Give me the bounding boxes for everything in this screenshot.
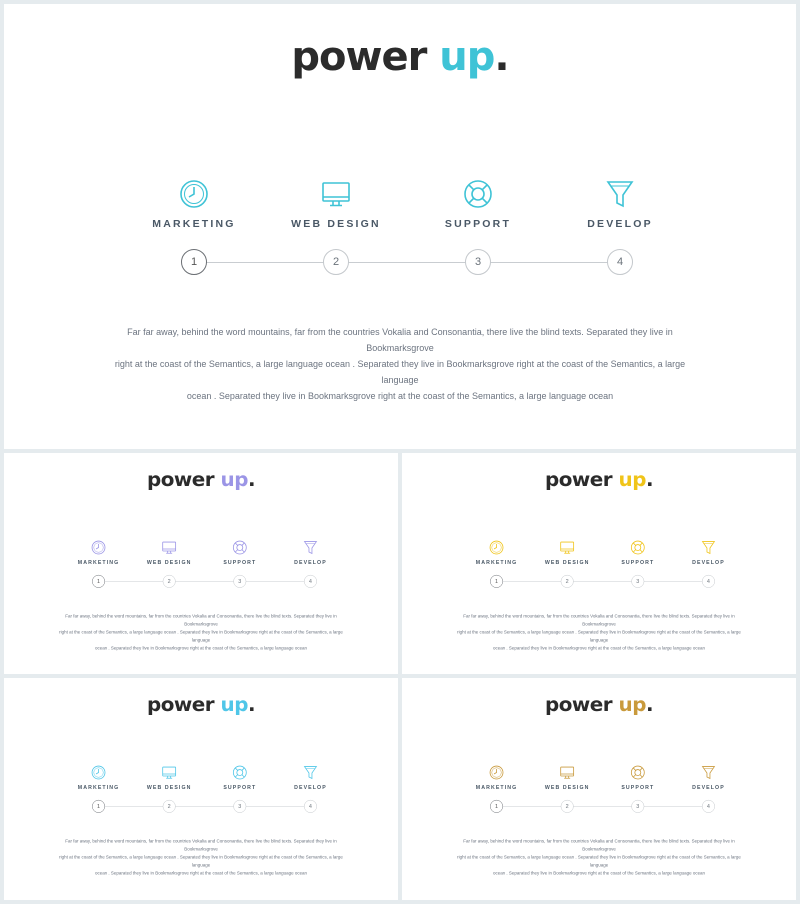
title-dot: . bbox=[494, 34, 509, 80]
step-label: WEB DESIGN bbox=[146, 784, 192, 791]
step-label: WEB DESIGN bbox=[544, 784, 590, 791]
step-web-design bbox=[266, 178, 406, 230]
monitor-icon bbox=[320, 178, 352, 210]
description-line: Far far away, behind the word mountains, far from the countries Vokalia and Consonantia, there live the blind texts. Separated they live in Bookmarksgrove bbox=[65, 838, 337, 852]
step-web-design bbox=[532, 540, 602, 566]
step-label: SUPPORT bbox=[223, 784, 257, 791]
step-support bbox=[603, 765, 673, 791]
step-number-3[interactable]: 3 bbox=[631, 575, 644, 588]
slide-content bbox=[4, 453, 398, 674]
step-number-2[interactable]: 2 bbox=[561, 800, 574, 813]
description-line: ocean . Separated they live in Bookmarksgrove right at the coast of the Semantics, a large language ocean bbox=[94, 645, 308, 651]
step-number-4[interactable]: 4 bbox=[304, 575, 317, 588]
step-label: MARKETING bbox=[475, 784, 518, 791]
slide-content bbox=[4, 4, 796, 449]
lifebuoy-icon bbox=[630, 765, 646, 781]
slide-thumbnail-blue[interactable] bbox=[4, 678, 398, 900]
title-word: power bbox=[544, 692, 613, 716]
step-label: SUPPORT bbox=[223, 559, 257, 566]
title-dot: . bbox=[247, 692, 256, 716]
slide-thumbnail-yellow[interactable] bbox=[402, 453, 796, 674]
clock-icon bbox=[178, 178, 210, 210]
step-support bbox=[603, 540, 673, 566]
step-number-2[interactable]: 2 bbox=[561, 575, 574, 588]
step-marketing bbox=[64, 540, 134, 566]
step-number-1[interactable]: 1 bbox=[92, 575, 105, 588]
clock-icon bbox=[489, 540, 505, 556]
step-number-1[interactable]: 1 bbox=[490, 800, 503, 813]
description-line: right at the coast of the Semantics, a large language ocean . Separated they live in Bookmarksgrove right at the coast of the Semantics, a large language bbox=[457, 854, 741, 868]
step-develop bbox=[674, 540, 744, 566]
step-web-design bbox=[134, 540, 204, 566]
title-dot: . bbox=[645, 467, 654, 491]
step-label: WEB DESIGN bbox=[291, 218, 381, 230]
step-label: MARKETING bbox=[77, 784, 120, 791]
step-label: MARKETING bbox=[77, 559, 120, 566]
funnel-icon bbox=[303, 540, 319, 556]
title-accent-word: up bbox=[220, 467, 248, 491]
step-label: DEVELOP bbox=[692, 559, 725, 566]
slide-content bbox=[402, 453, 796, 674]
slide-title bbox=[402, 468, 796, 491]
clock-icon bbox=[91, 765, 107, 781]
slide-title bbox=[4, 693, 398, 716]
step-develop bbox=[276, 765, 346, 791]
step-number-2[interactable]: 2 bbox=[323, 249, 349, 275]
description-text bbox=[114, 324, 686, 404]
slide-title bbox=[4, 468, 398, 491]
title-dot: . bbox=[645, 692, 654, 716]
description-text bbox=[457, 612, 742, 652]
step-number-1[interactable]: 1 bbox=[181, 249, 207, 275]
step-label: MARKETING bbox=[475, 559, 518, 566]
title-accent-word: up bbox=[618, 467, 646, 491]
description-line: right at the coast of the Semantics, a large language ocean . Separated they live in Bookmarksgrove right at the coast of the Semantics, a large language bbox=[59, 854, 343, 868]
description-line: ocean . Separated they live in Bookmarksgrove right at the coast of the Semantics, a large language ocean bbox=[94, 870, 308, 876]
step-label: DEVELOP bbox=[692, 784, 725, 791]
description-line: Far far away, behind the word mountains, far from the countries Vokalia and Consonantia, there live the blind texts. Separated they live in Bookmarksgrove bbox=[65, 613, 337, 627]
step-label: SUPPORT bbox=[444, 218, 512, 230]
monitor-icon bbox=[559, 540, 575, 556]
step-marketing bbox=[64, 765, 134, 791]
description-line: ocean . Separated they live in Bookmarksgrove right at the coast of the Semantics, a large language ocean bbox=[492, 645, 706, 651]
step-develop bbox=[276, 540, 346, 566]
description-line: Far far away, behind the word mountains, far from the countries Vokalia and Consonantia, there live the blind texts. Separated they live in Bookmarksgrove bbox=[463, 613, 735, 627]
description-text bbox=[59, 837, 344, 877]
step-label: DEVELOP bbox=[587, 218, 653, 230]
clock-icon bbox=[489, 765, 505, 781]
step-label: SUPPORT bbox=[621, 559, 655, 566]
step-number-4[interactable]: 4 bbox=[607, 249, 633, 275]
description-text bbox=[457, 837, 742, 877]
title-accent-word: up bbox=[618, 692, 646, 716]
step-label: WEB DESIGN bbox=[544, 559, 590, 566]
title-word: power bbox=[146, 692, 215, 716]
description-line: Far far away, behind the word mountains, far from the countries Vokalia and Consonantia, there live the blind texts. Separated they live in Bookmarksgrove bbox=[127, 327, 673, 353]
step-number-1[interactable]: 1 bbox=[92, 800, 105, 813]
lifebuoy-icon bbox=[462, 178, 494, 210]
slide-title bbox=[4, 34, 796, 80]
funnel-icon bbox=[604, 178, 636, 210]
slide-main-teal[interactable] bbox=[4, 4, 796, 449]
step-web-design bbox=[532, 765, 602, 791]
funnel-icon bbox=[303, 765, 319, 781]
step-number-3[interactable]: 3 bbox=[631, 800, 644, 813]
description-text bbox=[59, 612, 344, 652]
step-support bbox=[205, 765, 275, 791]
step-number-3[interactable]: 3 bbox=[465, 249, 491, 275]
step-number-2[interactable]: 2 bbox=[163, 575, 176, 588]
step-number-2[interactable]: 2 bbox=[163, 800, 176, 813]
title-word: power bbox=[146, 467, 215, 491]
step-number-3[interactable]: 3 bbox=[233, 800, 246, 813]
step-number-4[interactable]: 4 bbox=[304, 800, 317, 813]
title-word: power bbox=[544, 467, 613, 491]
step-number-1[interactable]: 1 bbox=[490, 575, 503, 588]
step-web-design bbox=[134, 765, 204, 791]
title-accent-word: up bbox=[220, 692, 248, 716]
lifebuoy-icon bbox=[232, 540, 248, 556]
step-develop bbox=[550, 178, 690, 230]
monitor-icon bbox=[559, 765, 575, 781]
description-line: right at the coast of the Semantics, a large language ocean . Separated they live in Bookmarksgrove right at the coast of the Semantics, a large language bbox=[59, 629, 343, 643]
title-dot: . bbox=[247, 467, 256, 491]
funnel-icon bbox=[701, 765, 717, 781]
title-accent-word: up bbox=[439, 34, 495, 80]
step-label: MARKETING bbox=[152, 218, 236, 230]
step-label: DEVELOP bbox=[294, 559, 327, 566]
step-label: DEVELOP bbox=[294, 784, 327, 791]
description-line: ocean . Separated they live in Bookmarksgrove right at the coast of the Semantics, a large language ocean bbox=[186, 391, 614, 401]
clock-icon bbox=[91, 540, 107, 556]
title-word: power bbox=[291, 34, 427, 80]
lifebuoy-icon bbox=[232, 765, 248, 781]
monitor-icon bbox=[161, 540, 177, 556]
slide-thumbnail-gold[interactable] bbox=[402, 678, 796, 900]
step-label: WEB DESIGN bbox=[146, 559, 192, 566]
slide-content bbox=[402, 678, 796, 899]
description-line: ocean . Separated they live in Bookmarksgrove right at the coast of the Semantics, a large language ocean bbox=[492, 870, 706, 876]
progress-line bbox=[191, 262, 616, 263]
description-line: right at the coast of the Semantics, a large language ocean . Separated they live in Bookmarksgrove right at the coast of the Semantics, a large language bbox=[457, 629, 741, 643]
step-number-4[interactable]: 4 bbox=[702, 800, 715, 813]
description-line: Far far away, behind the word mountains, far from the countries Vokalia and Consonantia, there live the blind texts. Separated they live in Bookmarksgrove bbox=[463, 838, 735, 852]
slide-title bbox=[402, 693, 796, 716]
step-label: SUPPORT bbox=[621, 784, 655, 791]
slide-thumbnail-purple[interactable] bbox=[4, 453, 398, 674]
step-number-4[interactable]: 4 bbox=[702, 575, 715, 588]
step-marketing bbox=[462, 765, 532, 791]
slide-content bbox=[4, 678, 398, 899]
step-support bbox=[205, 540, 275, 566]
description-line: right at the coast of the Semantics, a large language ocean . Separated they live in Bookmarksgrove right at the coast of the Semantics, a large language bbox=[114, 359, 686, 385]
step-number-3[interactable]: 3 bbox=[233, 575, 246, 588]
step-develop bbox=[674, 765, 744, 791]
step-marketing bbox=[462, 540, 532, 566]
monitor-icon bbox=[161, 765, 177, 781]
lifebuoy-icon bbox=[630, 540, 646, 556]
funnel-icon bbox=[701, 540, 717, 556]
step-support bbox=[408, 178, 548, 230]
step-marketing bbox=[124, 178, 264, 230]
